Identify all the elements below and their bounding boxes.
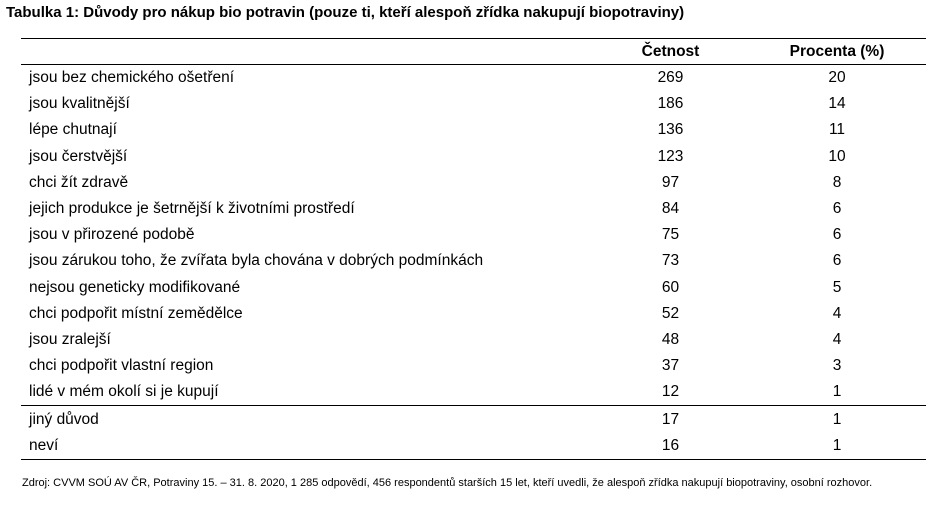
row-count: 97: [661, 173, 680, 191]
row-label: lépe chutnají: [29, 121, 117, 139]
table-header: [21, 39, 926, 65]
table-row: [21, 379, 926, 405]
row-percent: 1: [832, 436, 842, 454]
row-percent: 10: [828, 147, 846, 165]
row-count: 12: [661, 383, 680, 401]
row-label: jiný důvod: [29, 410, 99, 428]
row-label: jejich produkce je šetrnější k životními prostředí: [29, 200, 355, 218]
row-percent: 6: [832, 226, 842, 244]
row-count: 75: [661, 226, 680, 244]
table-row: [21, 91, 926, 117]
row-label: jsou v přirozené podobě: [29, 226, 195, 244]
row-percent: 20: [828, 69, 846, 87]
row-percent: 14: [828, 95, 846, 113]
row-count: 136: [657, 121, 684, 139]
table-row: [21, 117, 926, 143]
row-label: jsou zralejší: [29, 330, 111, 348]
header-count: Četnost: [641, 42, 700, 60]
row-count: 84: [661, 200, 680, 218]
row-percent: 3: [832, 357, 842, 375]
main-rows: [21, 65, 926, 405]
table-row: [21, 275, 926, 301]
row-label: jsou čerstvější: [29, 147, 128, 165]
row-percent: 4: [832, 304, 842, 322]
table-title: Tabulka 1: Důvody pro nákup bio potravin (pouze ti, kteří alespoň zřídka nakupují biopotraviny): [6, 4, 685, 21]
row-label: chci podpořit vlastní region: [29, 357, 214, 375]
table-row: [21, 222, 926, 248]
header-percent: Procenta (%): [789, 42, 885, 60]
data-table: [21, 38, 926, 460]
row-label: lidé v mém okolí si je kupují: [29, 383, 219, 401]
row-percent: 6: [832, 252, 842, 270]
row-percent: 1: [832, 410, 842, 428]
table-row: [21, 433, 926, 459]
row-label: chci žít zdravě: [29, 173, 129, 191]
row-count: 269: [657, 69, 684, 87]
row-label: neví: [29, 436, 59, 454]
table-row: [21, 301, 926, 327]
row-count: 16: [661, 436, 680, 454]
table-row: [21, 196, 926, 222]
other-rows: [21, 405, 926, 458]
table-row: [21, 65, 926, 91]
row-percent: 6: [832, 200, 842, 218]
table-row: [21, 406, 926, 432]
source-note: Zdroj: CVVM SOÚ AV ČR, Potraviny 15. – 31. 8. 2020, 1 285 odpovědí, 456 respondentů starších 15 let, kteří uvedli, že alespoň zřídka nakupují biopotraviny, osobní rozhovor.: [22, 477, 873, 489]
row-percent: 4: [832, 330, 842, 348]
row-count: 60: [661, 278, 680, 296]
row-percent: 11: [828, 121, 846, 139]
table-row: [21, 327, 926, 353]
row-percent: 5: [832, 278, 842, 296]
row-percent: 1: [832, 383, 842, 401]
row-label: chci podpořit místní zemědělce: [29, 304, 243, 322]
row-label: jsou bez chemického ošetření: [29, 69, 235, 87]
row-count: 73: [661, 252, 680, 270]
table-row: [21, 248, 926, 274]
row-label: jsou kvalitnější: [29, 95, 130, 113]
row-count: 17: [661, 410, 680, 428]
table-row: [21, 170, 926, 196]
row-count: 48: [661, 330, 680, 348]
table-row: [21, 353, 926, 379]
row-label: jsou zárukou toho, že zvířata byla chována v dobrých podmínkách: [29, 252, 484, 270]
row-count: 52: [661, 304, 680, 322]
row-count: 123: [657, 147, 684, 165]
row-percent: 8: [832, 173, 842, 191]
row-count: 37: [661, 357, 680, 375]
row-count: 186: [657, 95, 684, 113]
row-label: nejsou geneticky modifikované: [29, 278, 241, 296]
table-row: [21, 144, 926, 170]
